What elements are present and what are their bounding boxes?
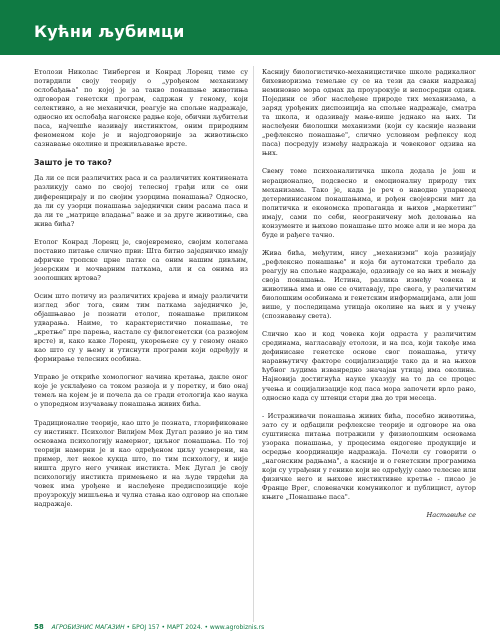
issue-info: • БРОЈ 157 • МАРТ 2024. • — [126, 624, 208, 631]
page-footer — [34, 623, 264, 631]
section-heading: Зашто је то тако? — [34, 158, 112, 168]
paragraph: Управо је откриће хомологног начина кретања, дакле оног које је усклађено са током развоја и у поретку, и био онај темељ на којем је и почела да се гради етологија као наука о упоредном изучавању понашања живих бића. — [34, 373, 248, 409]
website-link[interactable]: www.agrobiznis.rs — [209, 624, 265, 631]
column-divider — [253, 66, 254, 622]
header-band — [0, 0, 500, 55]
paragraph: Жива бића, међутим, нису „механизми" која развијају „рефлексно понашање" и која би аутоматски требало да реагују на спољне надражаје, одазивају се на њих и мењају своја понашања. Истина, разлика између човека и животиња има и оне се очитавају, пре свега, у различитим биолошким особинама и генетским информацијама, али још више, у последицама утицаја околине на њих и у учењу (спознавању света). — [262, 248, 476, 321]
right-column — [262, 68, 476, 520]
paragraph: Слично као и код човека који одраста у различитим срединама, нагласавају етолози, и на пса, који такође има дефинисане генетске основе свог понашања, утичу наравњутичу факторе социјализације тако да и на њихов ћубног људима изванредно значајан утицај има околина. Најновија достигнућа науке указују на то да се процес учења и социјализације код паса мора започети врло рано, односно када су штенци стари два до три месеца. — [262, 330, 476, 402]
left-column — [34, 68, 248, 518]
magazine-name: АГРОБИЗНИС МАГАЗИН — [51, 624, 125, 631]
paragraph: Етолози Николас Тинберген и Конрад Лоренц тиме су потврдили своју теорију о „урођеном механизму ослобађања" по којој је за такво понашање животиња одговоран генетски програм, садржан у геному, који селективно, а не механички, реагује на спољне надражаје, односно их ослобађа нагонске радње које, обични љубитељи паса, најчешће називају инстинктом, оним природним феноменом које је и најодговорније за животињско сазнавање околине и преживљавање врсте. — [34, 68, 248, 149]
to-be-continued: Наставиће се — [426, 511, 476, 520]
paragraph: Традиционалне теорије, као што је позната, глорификоване су инстинкт. Психолог Вилијем Мек Дугал развио је на тим основама психологију намерног, циљног понашања. По тој теорији намерни је и као одређеном циљу усмерени, на пример, лет некое кукца што, по тим психологу, и није ништа друго него учинак инстикта. Мек Дугал је своју психологију инстикта примењено и на људе тврдећи да човек има урођене и наслеђене предиспозиције које проузрокују мишљења и чулна стања као одговор на спољне надражаје. — [34, 418, 248, 508]
paragraph: Свему томе психоаналитичка школа додала је још и нерационално, подсвесно и емоционалну природу тих механизама. Тако је, када је реч о наводно упарнеод детерминисаном понашањима, и рођен својеврсни мит да политичка и економска пропаганда и њихов „маркетинг" имају, сами по себи, неограничену моћ деловања на конзументе и њихово понашање што може али и не мора да буде и рађеге тачно. — [262, 167, 476, 239]
page-number: 58 — [34, 623, 44, 631]
paragraph: Осим што потичу из различитих крајева и имају различити изглед због тога, свим тим паткама заједничко је, објашњавао је познати етолог, понашање приликом удварања. Наиме, то карактеристично понашање, те „кретње" пре парења, настале су филогенетски (са развојем врсте) и, како каже Лоренц, укорењене су у геному онако као што су у њему и утиснути програми који одређују и формирање телесних особина. — [34, 291, 248, 364]
paragraph: - Истраживачи понашања живих бића, посебно животиња, зато су и одбацили рефлексне теорије и одговоре на ова суштинска питања потражили у физиолошким основама узорака понашања, у процесима ендогене продукције и осредње координације надражаја. Почели су говорити о „нагонским радњама", а касније и о генетским програмима који су утрађени у генике који не одређују само телесне или физичке него и њихове инстиктивне кретње - писао је Франце Врег, словеначки комуниколог и публицист, аутор књиге „Понашање паса". — [262, 411, 476, 502]
section-title: Кућни љубимци — [34, 22, 185, 41]
paragraph: Етолог Конрад Лоренц је, својевремено, својим колегама поставио питање слично први: Шта битно заједничко имају афричке тропске црне патке са оним нашим дивљим, језерским и мочварним паткама, али и са онима из зоолошких вртова? — [34, 237, 248, 282]
paragraph: Каснију биологистичко-механицистичке школе радикалног бихевиоризма темељне су се на тези да сваки надражај неминовно мора одмах да проузрокује и непосредни одзив. Поједини се због наслеђене природе тих механизама, а заряд урођених диспозиција на спољне надражаје, сматра та школа, и одазивају мање-више једнако на њих. Ти наслеђени биолошки механизми (који су касније названи „рефлексно понашање", слично условном рефлексу код паса) посредују између надражаја и човековог одзива на њих. — [262, 68, 476, 158]
paragraph: Да ли се пси различитих раса и са различитих континената разликују само по својој телесној грађи или се они диференцирају и по својим узорцима понашања? Односно, да ли су узорци понашања заједнички свим расама паса и да ли те „матрице владања" важе и за друге животиње, сва жива бића? — [34, 174, 248, 228]
